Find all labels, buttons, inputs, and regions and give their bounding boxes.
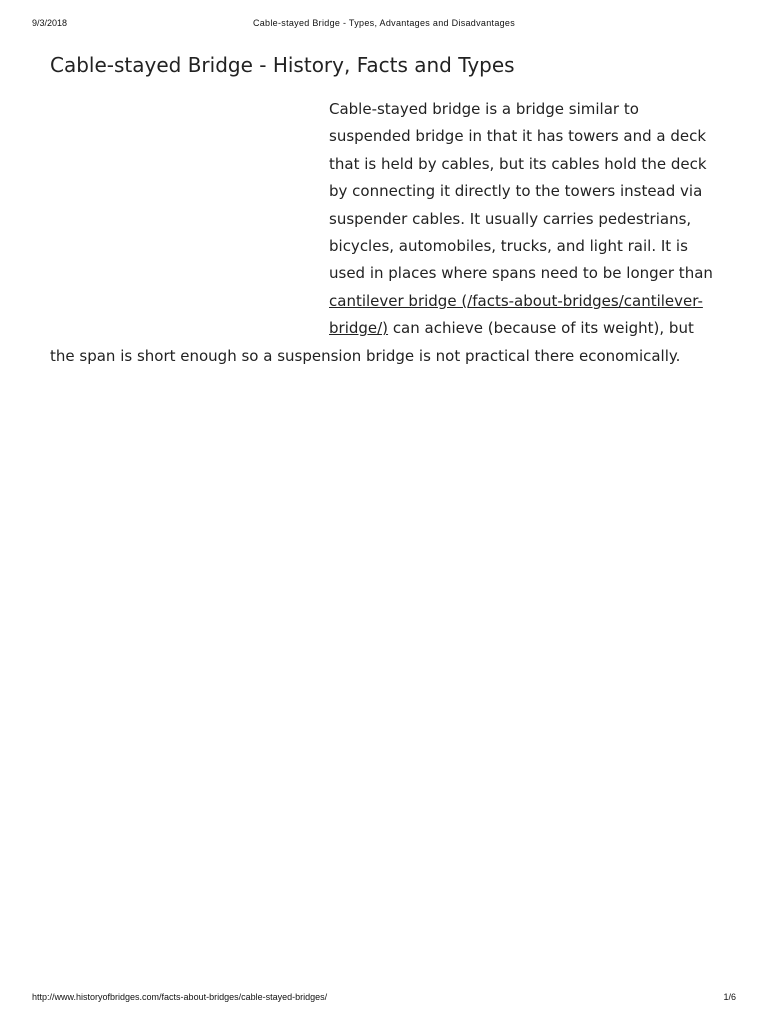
print-page-title: Cable-stayed Bridge - Types, Advantages and Disadvantages bbox=[252, 18, 516, 28]
article-paragraph bbox=[50, 96, 722, 370]
print-date: 9/3/2018 bbox=[32, 18, 68, 28]
image-placeholder bbox=[50, 96, 329, 342]
print-url: http://www.historyofbridges.com/facts-about-bridges/cable-stayed-bridges/ bbox=[32, 992, 328, 1002]
print-footer bbox=[0, 992, 768, 1006]
page-number: 1/6 bbox=[723, 992, 736, 1002]
paragraph-text-before-link: Cable-stayed bridge is a bridge similar to suspended bridge in that it has towers and a deck that is held by cables, but its cables hold the deck by connecting it directly to the towers instead via suspender cables. It usually carries pedestrians, bicycles, automobiles, trucks, and light rail. It is used in places where spans need to be longer than bbox=[329, 100, 713, 283]
article-title: Cable-stayed Bridge - History, Facts and Types bbox=[50, 53, 515, 77]
paragraph-text-after-link: can achieve (because of its weight), but the span is short enough so a suspension bridge is not practical there economically. bbox=[50, 319, 694, 365]
print-header bbox=[0, 18, 768, 32]
article bbox=[50, 50, 722, 370]
cantilever-bridge-link[interactable]: cantilever bridge (/facts-about-bridges/cantilever-bridge/) bbox=[329, 291, 703, 338]
